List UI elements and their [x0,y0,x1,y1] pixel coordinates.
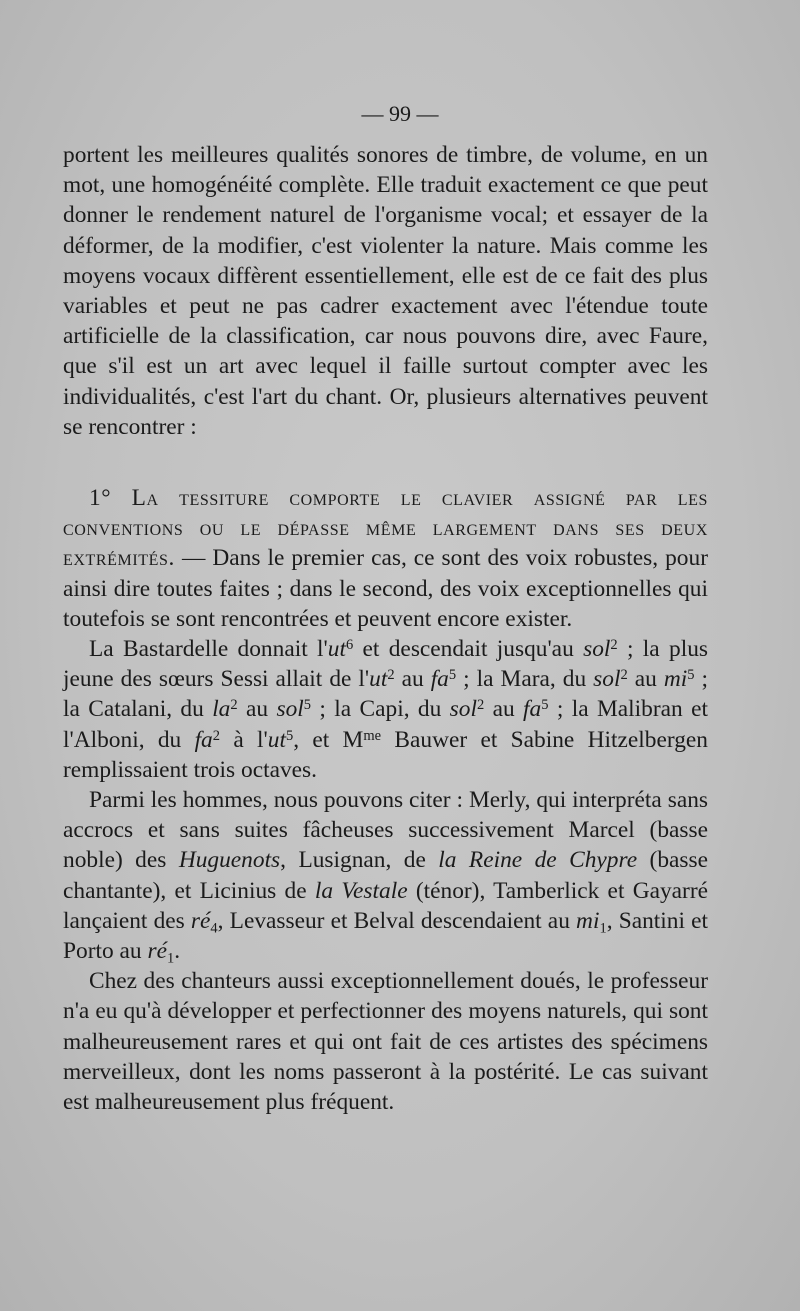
paragraph-5: Chez des chanteurs aussi exceptionnellement doués, le professeur n'a eu qu'à développer et perfectionner des moyens naturels, qui sont malheureusement rares et qui ont fait de ces artistes des spécimens merveilleux, dont les noms passeront à la postérité. Le cas suivant est malheureusement plus fréquent. [63,968,708,1116]
octave-index: 5 [541,697,549,714]
octave-index: 5 [687,667,695,683]
octave-index: 2 [476,697,485,714]
octave-index: 5 [303,697,312,714]
text-run: , Levasseur et Belval descendaient au [217,907,577,934]
paragraph-3 [63,634,708,785]
note-name: fa [430,666,449,693]
octave-index: 6 [345,636,354,653]
note-name: la [212,696,231,723]
text-run: à l' [220,726,268,753]
octave-index: 5 [285,727,294,744]
text-run: (basse chantante), et Licinius de [63,847,708,904]
paragraph-1: portent les meilleures qualités sonores de timbre, de volume, en un mot, une homogénéité complète. Elle traduit exactement ce que peut donner le rendement naturel de l'organisme vocal; et essayer de la déformer, de la modifier, c'est violenter la nature. Mais comme les moyens vocaux diffèrent essentiellement, elle est de ce fait des plus variables et peut ne pas cadrer exactement avec l'étendue toute artificielle de la classification, car nous pouvons dire, avec Faure, que s'il est un art avec lequel il faille surtout compter avec les individualités, c'est l'art du chant. Or, plusieurs alternatives peuvent se rencontrer : [63,142,708,440]
text-run: au [627,666,664,693]
octave-index: 2 [620,667,628,683]
note-name: ré [190,907,211,934]
text-run: ; la plus jeune des sœurs Sessi allait de l' [63,636,708,693]
title-abbrev: me [363,727,382,744]
text-run: , Lusignan, de [280,847,439,874]
page-number: — 99 — [361,101,439,126]
opera-title: la Reine de Chypre [438,847,638,874]
octave-index: 2 [230,697,238,714]
text-run: et descendait jusqu'au [353,636,584,663]
section-heading: 1° La tessiture comporte le clavier assigné par les conventions ou le dépasse même largement dans ses deux extrémités. [63,485,708,572]
octave-index: 4 [210,920,218,937]
text-run: Parmi les hommes, nous pouvons citer : Merly, qui interpréta sans accrocs et sans suites fâcheuses successivement Marcel (basse noble) des [63,787,708,874]
text-run: ; la Mara, du [456,666,594,693]
text-run: Bauwer et Sabine Hitzelbergen remplissaient trois octaves. [63,726,708,783]
note-name: sol [276,696,304,723]
note-name: ut [327,636,346,663]
octave-index: 2 [610,636,618,653]
text-run: (ténor), Tamberlick et Gayarré lançaient des [63,877,708,934]
note-name: sol [583,636,611,663]
octave-index: 1 [599,920,607,937]
octave-index: 5 [448,667,457,683]
text-run: . [174,938,181,965]
paragraph-2 [63,483,708,634]
text-run: La Bastardelle donnait l' [89,636,328,663]
paragraph-4 [63,785,708,966]
note-name: ut [369,666,388,693]
text-run: , Santini et Porto au [63,907,709,965]
note-name: mi [576,907,600,934]
note-name: fa [194,726,213,753]
text-run: ; la Malibran et l'Alboni, du [63,696,708,753]
octave-index: 2 [212,727,221,744]
note-name: ré [147,938,167,965]
note-name: sol [449,696,477,723]
text-run: au [237,696,277,723]
text-run: , et M [293,726,364,753]
opera-title: Huguenots [178,847,281,874]
paragraph-2-body: — Dans le premier cas, ce sont des voix robustes, pour ainsi dire toutes faites ; dans le second, des voix exceptionnelles qui toutefois se sont rencontrées et peuvent encore exister. [63,545,708,632]
note-name: sol [593,666,621,693]
note-name: ut [267,726,286,753]
opera-title: la Vestale [314,877,408,904]
note-name: mi [663,666,688,693]
text-run: au [394,666,431,693]
body-text [63,140,708,1117]
text-run: au [484,696,524,723]
text-run: ; la Catalani, du [63,666,708,723]
text-run: ; la Capi, du [311,696,450,723]
note-name: fa [523,696,542,723]
octave-index: 1 [166,950,175,967]
octave-index: 2 [387,667,395,683]
